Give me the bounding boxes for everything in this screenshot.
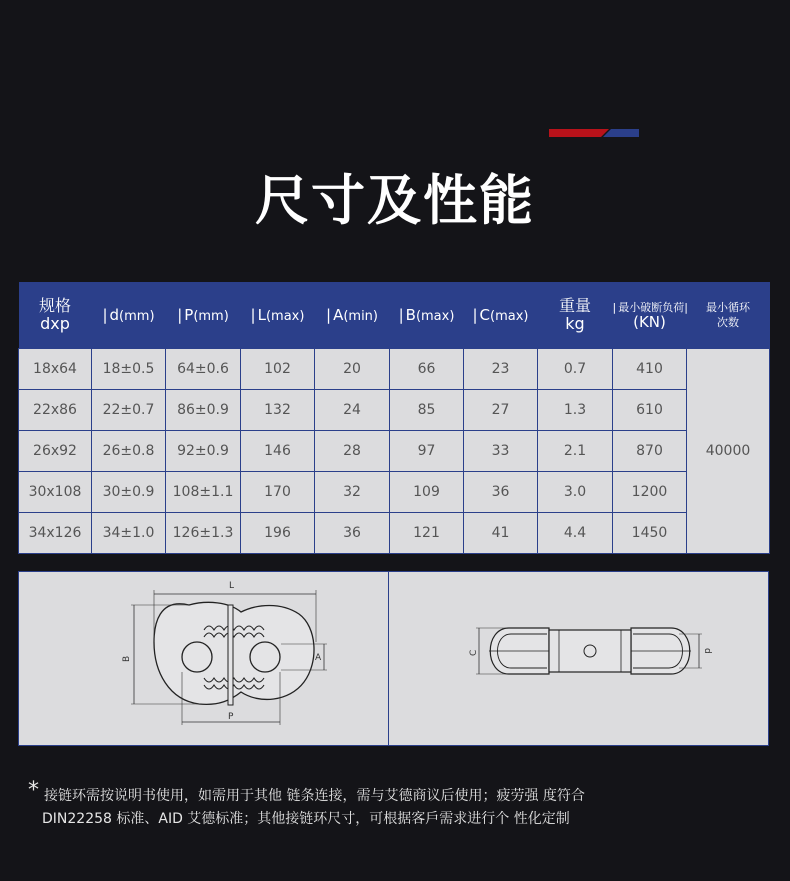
dim-c-label: C xyxy=(469,649,479,656)
cell-d: 22±0.7 xyxy=(92,390,166,431)
cell-weight: 2.1 xyxy=(538,431,613,472)
front-view-drawing xyxy=(19,572,388,744)
cell-p: 64±0.6 xyxy=(166,349,241,390)
cell-c: 23 xyxy=(464,349,538,390)
dim-b-label: B xyxy=(122,655,132,662)
cell-d: 18±0.5 xyxy=(92,349,166,390)
col-c: | C(max) xyxy=(464,282,538,349)
cell-spec: 26x92 xyxy=(19,431,92,472)
cell-d: 30±0.9 xyxy=(92,472,166,513)
page-title: 尺寸及性能 xyxy=(255,169,535,232)
table-row xyxy=(19,513,770,554)
cell-min-cycles: 40000 xyxy=(687,349,770,554)
table-header-row xyxy=(19,282,770,349)
note-star: * xyxy=(28,778,39,803)
side-view-drawing xyxy=(389,572,768,744)
cell-b: 121 xyxy=(390,513,464,554)
dim-p-label: P xyxy=(228,712,234,722)
spec-table xyxy=(18,282,770,554)
note-line-2: DIN22258 标准、AID 艾德标准；其他接链环尺寸，可根据客戶需求进行个 性化定制 xyxy=(42,811,570,827)
col-d: | d(mm) xyxy=(92,282,166,349)
accent-stripe xyxy=(549,129,639,137)
table-row xyxy=(19,431,770,472)
cell-break-load: 410 xyxy=(613,349,687,390)
cell-c: 36 xyxy=(464,472,538,513)
col-a: | A(min) xyxy=(315,282,390,349)
cell-a: 20 xyxy=(315,349,390,390)
cell-d: 26±0.8 xyxy=(92,431,166,472)
usage-note xyxy=(28,778,585,831)
col-min-cycles: 最小循环 次数 xyxy=(687,282,770,349)
cell-weight: 0.7 xyxy=(538,349,613,390)
cell-c: 41 xyxy=(464,513,538,554)
dim-l-label: L xyxy=(229,581,235,591)
cell-p: 126±1.3 xyxy=(166,513,241,554)
cell-weight: 3.0 xyxy=(538,472,613,513)
cell-weight: 4.4 xyxy=(538,513,613,554)
col-break-load: | 最小破断负荷| (KN) xyxy=(613,282,687,349)
cell-a: 32 xyxy=(315,472,390,513)
cell-c: 33 xyxy=(464,431,538,472)
cell-weight: 1.3 xyxy=(538,390,613,431)
cell-b: 85 xyxy=(390,390,464,431)
cell-l: 146 xyxy=(241,431,315,472)
cell-p: 92±0.9 xyxy=(166,431,241,472)
table-row xyxy=(19,390,770,431)
col-weight: 重量 kg xyxy=(538,282,613,349)
dim-a-label: A xyxy=(315,653,322,663)
cell-c: 27 xyxy=(464,390,538,431)
cell-break-load: 610 xyxy=(613,390,687,431)
front-view-panel xyxy=(18,571,389,746)
cell-l: 170 xyxy=(241,472,315,513)
cell-a: 36 xyxy=(315,513,390,554)
col-spec: 规格 dxp xyxy=(19,282,92,349)
cell-spec: 30x108 xyxy=(19,472,92,513)
col-b: | B(max) xyxy=(390,282,464,349)
cell-p: 108±1.1 xyxy=(166,472,241,513)
cell-break-load: 1200 xyxy=(613,472,687,513)
table-row xyxy=(19,349,770,390)
note-line-1: 接链环需按说明书使用，如需用于其他 链条连接，需与艾德商议后使用；疲劳强 度符合 xyxy=(44,788,585,804)
dim-d-label: d xyxy=(702,648,712,654)
cell-spec: 22x86 xyxy=(19,390,92,431)
side-view-panel xyxy=(388,571,769,746)
cell-b: 97 xyxy=(390,431,464,472)
cell-b: 109 xyxy=(390,472,464,513)
cell-l: 196 xyxy=(241,513,315,554)
col-p: | P(mm) xyxy=(166,282,241,349)
cell-l: 102 xyxy=(241,349,315,390)
table-row xyxy=(19,472,770,513)
cell-a: 24 xyxy=(315,390,390,431)
cell-a: 28 xyxy=(315,431,390,472)
cell-p: 86±0.9 xyxy=(166,390,241,431)
cell-d: 34±1.0 xyxy=(92,513,166,554)
cell-b: 66 xyxy=(390,349,464,390)
cell-break-load: 1450 xyxy=(613,513,687,554)
cell-break-load: 870 xyxy=(613,431,687,472)
col-l: | L(max) xyxy=(241,282,315,349)
cell-l: 132 xyxy=(241,390,315,431)
cell-spec: 34x126 xyxy=(19,513,92,554)
cell-spec: 18x64 xyxy=(19,349,92,390)
